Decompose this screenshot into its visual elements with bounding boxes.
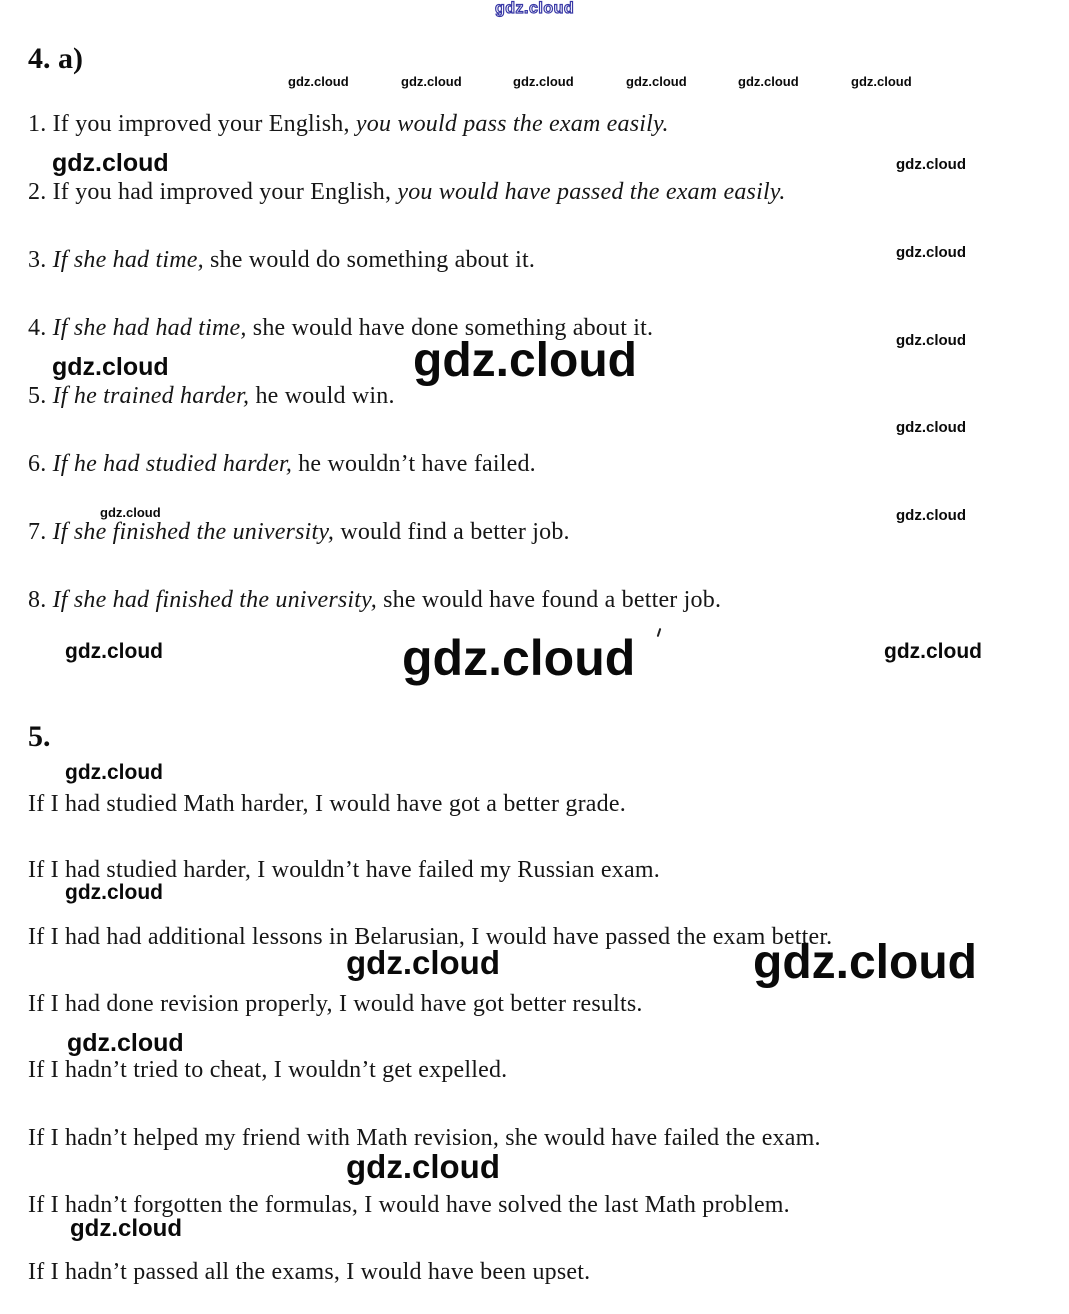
watermark-bold-left-2: gdz.cloud: [52, 353, 169, 381]
watermark-medium-center-1: gdz.cloud: [346, 944, 500, 981]
result-clause: she would have done something about it.: [252, 315, 654, 341]
exercise5-sentence-2: If I had studied harder, I wouldn’t have failed my Russian exam.: [28, 857, 660, 883]
exercise5-heading: 5.: [28, 720, 51, 753]
exercise4-sentence-7: [28, 518, 570, 547]
result-clause: she would do something about it.: [210, 247, 536, 273]
result-clause: she would have found a better job.: [383, 587, 722, 613]
exercise5-sentence-5: If I hadn’t tried to cheat, I wouldn’t get expelled.: [28, 1057, 508, 1083]
watermark-bold-left-3: gdz.cloud: [65, 640, 163, 663]
condition-clause: If he had studied harder,: [52, 451, 293, 477]
exercise4-heading: 4. a): [28, 42, 83, 75]
result-clause: he would win.: [255, 383, 395, 409]
result-clause: you would have passed the exam easily.: [397, 179, 786, 205]
condition-clause: If she finished the university,: [52, 519, 335, 545]
sentence-number: 2.: [28, 179, 47, 205]
exercise5-sentence-4: If I had done revision properly, I would have got better results.: [28, 991, 643, 1017]
watermark-bold-left-7: gdz.cloud: [70, 1215, 182, 1242]
watermark-row-5: gdz.cloud: [738, 74, 799, 89]
watermark-large-center-2: gdz.cloud: [402, 630, 636, 686]
watermark-row-3: gdz.cloud: [513, 74, 574, 89]
sentence-number: 4.: [28, 315, 47, 341]
sentence-number: 3.: [28, 247, 47, 273]
watermark-bold-left-4: gdz.cloud: [65, 761, 163, 784]
watermark-bold-left-5: gdz.cloud: [65, 881, 163, 904]
watermark-right-4: gdz.cloud: [896, 419, 966, 436]
condition-clause: If she had time,: [52, 247, 204, 273]
exercise4-sentence-8: [28, 586, 721, 615]
watermark-bold-left-6: gdz.cloud: [67, 1029, 184, 1057]
sentence-number: 7.: [28, 519, 47, 545]
result-clause: he wouldn’t have failed.: [298, 451, 536, 477]
sentence-number: 8.: [28, 587, 47, 613]
exercise4-sentence-2: [28, 178, 786, 207]
scan-artifact-mark: [657, 628, 662, 637]
sentence-number: 6.: [28, 451, 47, 477]
result-clause: would find a better job.: [340, 519, 570, 545]
exercise4-sentence-3: [28, 246, 535, 275]
exercise4-sentence-1: [28, 110, 669, 139]
sentence-number: 5.: [28, 383, 47, 409]
watermark-row-1: gdz.cloud: [288, 74, 349, 89]
exercise5-sentence-1: If I had studied Math harder, I would have got a better grade.: [28, 791, 626, 817]
condition-clause: If he trained harder,: [52, 383, 250, 409]
watermark-large-right: gdz.cloud: [753, 936, 977, 989]
sentence-number: 1.: [28, 111, 47, 137]
watermark-right-5: gdz.cloud: [896, 507, 966, 524]
condition-clause: If she had finished the university,: [52, 587, 377, 613]
exercise4-sentence-5: [28, 382, 395, 411]
watermark-right-3: gdz.cloud: [896, 332, 966, 349]
condition-clause: If you improved your English,: [52, 111, 350, 137]
watermark-row-2: gdz.cloud: [401, 74, 462, 89]
watermark-right-1: gdz.cloud: [896, 156, 966, 173]
watermark-bold-right: gdz.cloud: [884, 640, 982, 663]
condition-clause: If she had had time,: [52, 315, 247, 341]
watermark-bold-left-1: gdz.cloud: [52, 149, 169, 177]
watermark-top-outline: gdz.cloud: [495, 0, 575, 17]
watermark-right-2: gdz.cloud: [896, 244, 966, 261]
watermark-large-center-1: gdz.cloud: [413, 334, 637, 387]
exercise5-sentence-3: If I had had additional lessons in Belarusian, I would have passed the exam better.: [28, 924, 833, 950]
watermark-small-left: gdz.cloud: [100, 505, 161, 520]
result-clause: you would pass the exam easily.: [355, 111, 669, 137]
exercise5-sentence-7: If I hadn’t forgotten the formulas, I would have solved the last Math problem.: [28, 1192, 790, 1218]
watermark-medium-center-2: gdz.cloud: [346, 1148, 500, 1185]
watermark-row-4: gdz.cloud: [626, 74, 687, 89]
condition-clause: If you had improved your English,: [52, 179, 392, 205]
exercise4-sentence-6: [28, 450, 536, 479]
watermark-row-6: gdz.cloud: [851, 74, 912, 89]
exercise5-sentence-8: If I hadn’t passed all the exams, I would have been upset.: [28, 1259, 591, 1285]
exercise5-sentence-6: If I hadn’t helped my friend with Math revision, she would have failed the exam.: [28, 1125, 821, 1151]
